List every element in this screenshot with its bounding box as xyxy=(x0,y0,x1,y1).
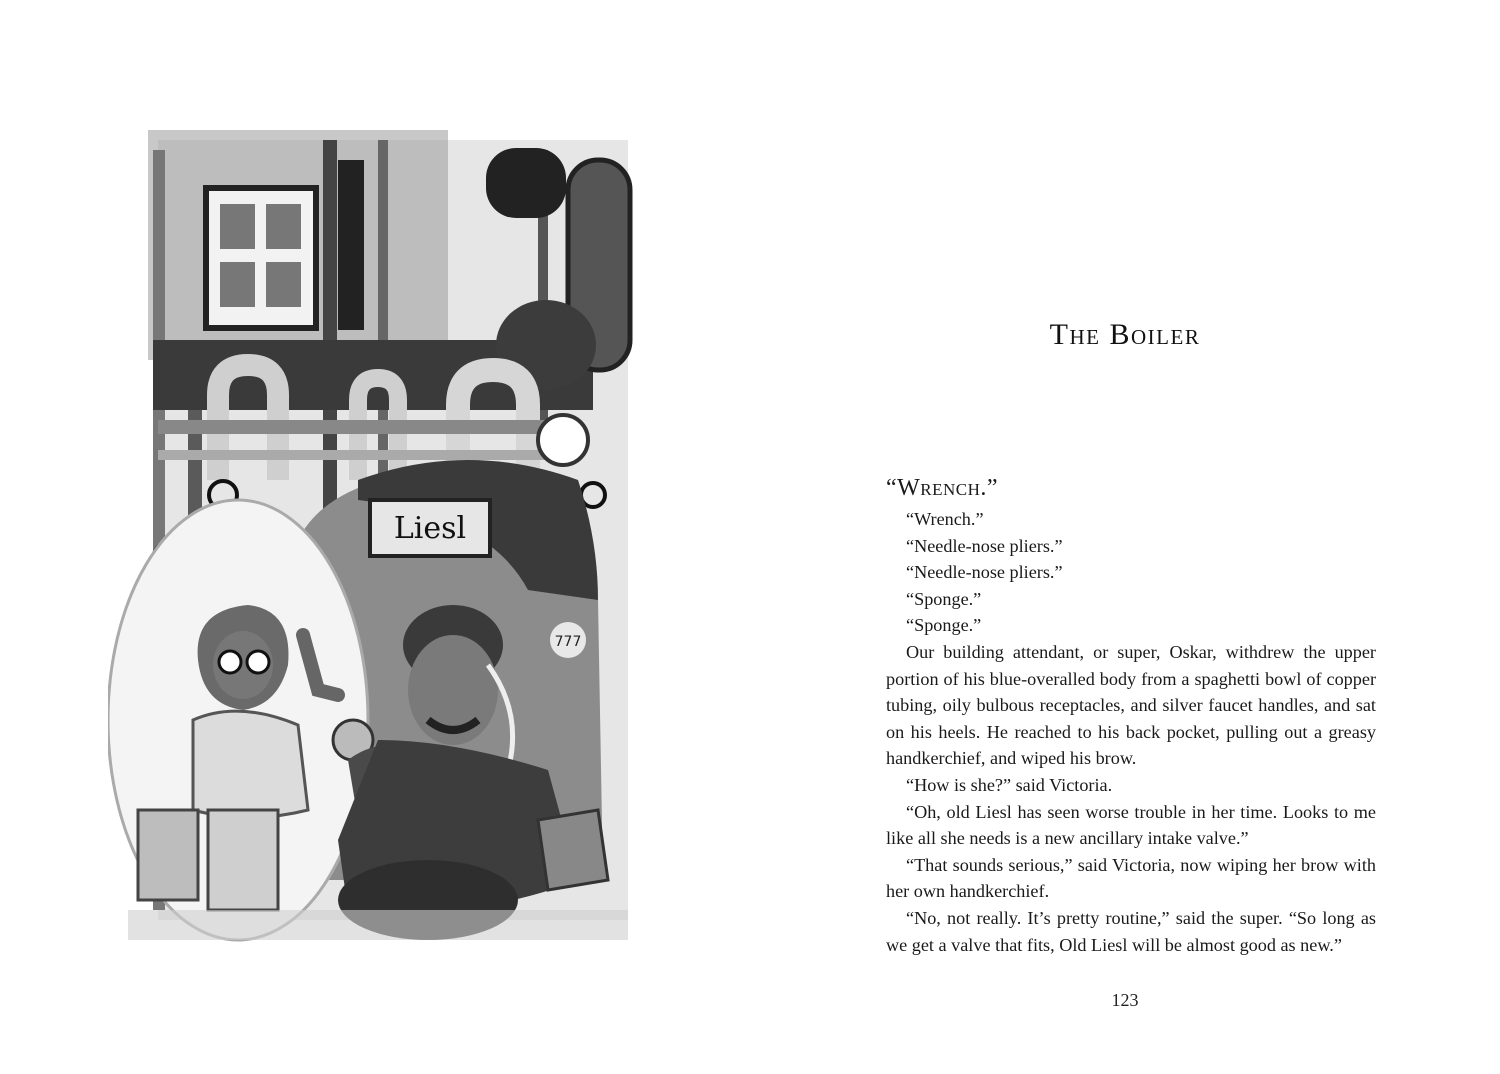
child-glasses xyxy=(247,651,269,673)
boiler-room-illustration xyxy=(108,120,653,970)
pipe xyxy=(158,450,578,460)
paragraph: “Sponge.” xyxy=(906,615,982,636)
floor-shadow xyxy=(128,910,628,940)
pipe xyxy=(158,420,578,434)
paragraph: “How is she?” said Victoria. xyxy=(906,774,1113,795)
child-glasses xyxy=(219,651,241,673)
paragraph: “Oh, old Liesl has seen worse trouble in her time. Looks to me like all she needs is a new ancillary intake valve.” xyxy=(886,801,1376,849)
window-pane xyxy=(266,262,301,307)
paragraph: “That sounds serious,” said Victoria, now wiping her brow with her own handkerchief. xyxy=(886,854,1376,902)
pipe xyxy=(338,160,364,330)
child-legs xyxy=(138,810,198,900)
child-sweater xyxy=(193,711,308,817)
right-page xyxy=(750,0,1500,1074)
page-number: 123 xyxy=(1111,990,1139,1010)
gauge-icon xyxy=(538,415,588,465)
window-pane xyxy=(220,204,255,249)
paragraph: “Needle-nose pliers.” xyxy=(906,535,1063,556)
paragraph: “No, not really. It’s pretty routine,” said the super. “So long as we get a valve that fits, Old Liesl will be almost good as new.” xyxy=(886,907,1376,955)
paragraph: “Needle-nose pliers.” xyxy=(906,562,1063,583)
child-legs xyxy=(208,810,278,910)
badge-text: 777 xyxy=(554,634,582,650)
window-pane xyxy=(220,262,255,307)
duct xyxy=(486,148,566,218)
paragraph: “Sponge.” xyxy=(906,588,982,609)
window-pane xyxy=(266,204,301,249)
man-boot xyxy=(538,810,608,890)
chapter-title: The Boiler xyxy=(1049,318,1201,351)
boiler-label: Liesl xyxy=(393,511,467,546)
paragraph: “Wrench.” xyxy=(886,475,999,501)
chapter-body xyxy=(886,470,1376,958)
paragraph: Our building attendant, or super, Oskar, withdrew the upper portion of his blue-overalled body from a spaghetti bowl of copper tubing, oily bulbous receptacles, and silver faucet handles, and sat on his heels. He reached to his back pocket, pulling out a greasy handkerchief, and wiped his brow. xyxy=(886,641,1376,769)
paragraph: “Wrench.” xyxy=(906,509,984,529)
